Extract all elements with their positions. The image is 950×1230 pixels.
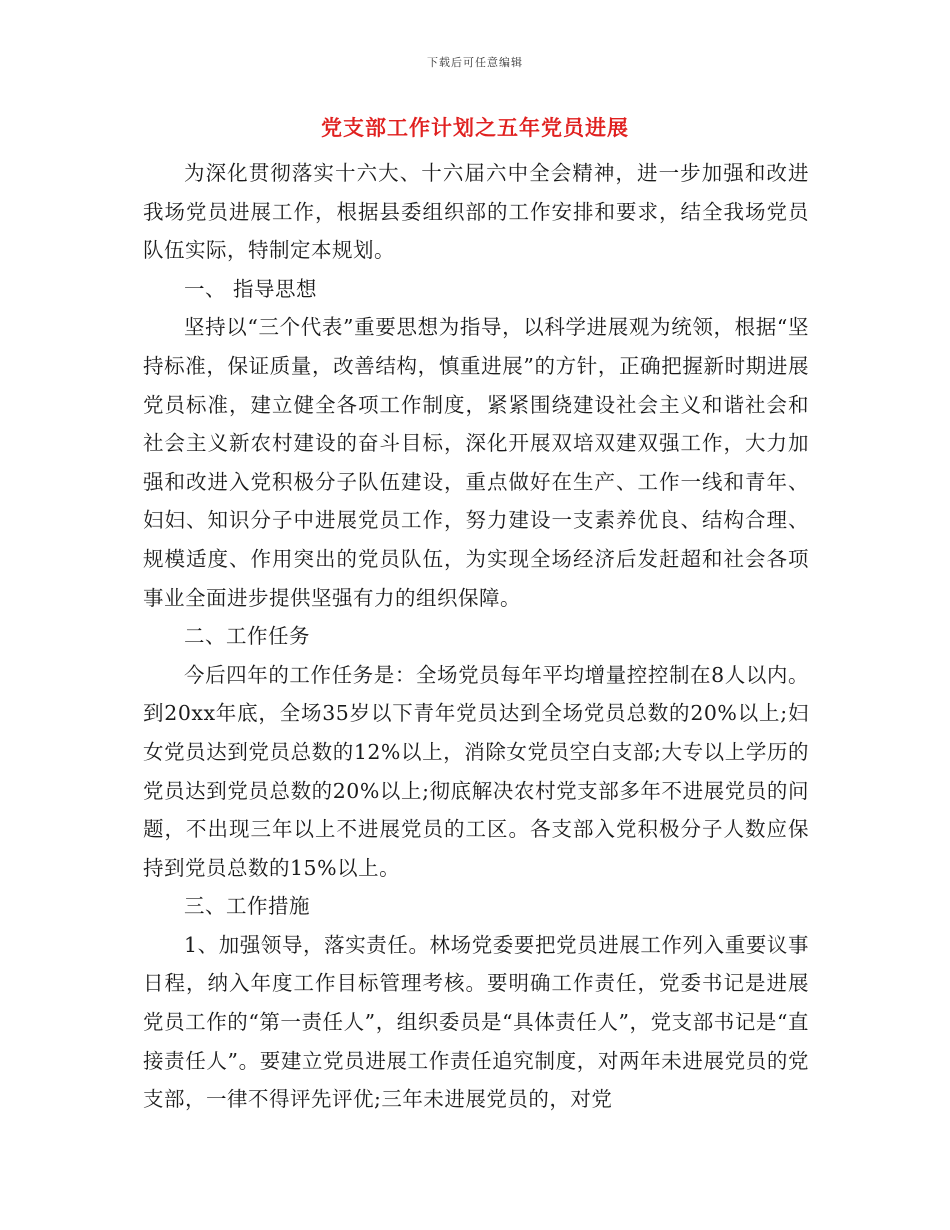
header-note: 下载后可任意编辑 (427, 56, 523, 69)
section-heading-work-tasks: 二、工作任务 (184, 624, 310, 649)
guiding-ideology-paragraph: 坚持以“三个代表”重要思想为指导，以科学进展观为统领，根据“坚持标准，保证质量，改善结构，慎重进展”的方针，正确把握新时期进展党员标准，建立健全各项工作制度，紧紧围绕建设社会主义和谐社会和社会主义新农村建设的奋斗目标，深化开展双培双建双强工作，大力加强和改进入党积极分子队伍建设，重点做好在生产、工作一线和青年、妇妇、知识分子中进展党员工作，努力建设一支素养优良、结构合理、规模适度、作用突出的党员队伍，为实现全场经济后发赶超和社会各项事业全面进步提供坚强有力的组织保障。 (143, 315, 809, 610)
work-measures-paragraph: 1、加强领导，落实责任。林场党委要把党员进展工作列入重要议事日程，纳入年度工作目标管理考核。要明确工作责任，党委书记是进展党员工作的“第一责任人”，组织委员是“具体责任人”，党支部书记是“直接责任人”。要建立党员进展工作责任追究制度，对两年未进展党员的党支部，一律不得评先评优;三年未进展党员的，对党 (143, 932, 809, 1112)
section-heading-work-measures: 三、工作措施 (184, 894, 310, 919)
section-heading-guiding-ideology: 一、 指导思想 (184, 276, 318, 301)
work-tasks-paragraph: 今后四年的工作任务是：全场党员每年平均增量控控制在8人以内。到20xx年底，全场35岁以下青年党员达到全场党员总数的20%以上;妇女党员达到党员总数的12%以上，消除女党员空白支部;大专以上学历的党员达到党员总数的20%以上;彻底解决农村党支部多年不进展党员的问题，不出现三年以上不进展党员的工区。各支部入党积极分子人数应保持到党员总数的15%以上。 (143, 662, 809, 880)
document-title: 党支部工作计划之五年党员进展 (321, 115, 629, 140)
document-body (143, 154, 809, 1119)
intro-paragraph: 为深化贯彻落实十六大、十六届六中全会精神，进一步加强和改进我场党员进展工作，根据县委组织部的工作安排和要求，结全我场党员队伍实际，特制定本规划。 (143, 161, 809, 263)
